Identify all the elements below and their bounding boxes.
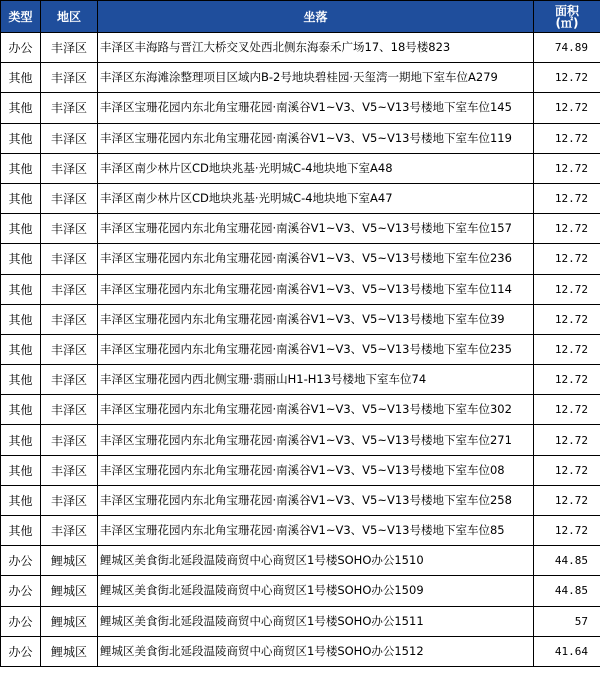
header-size-unit: (㎡)	[555, 15, 579, 30]
area-cell: 丰泽区	[41, 425, 98, 455]
size-cell: 12.72	[534, 365, 600, 395]
table-row	[1, 425, 600, 455]
table-row	[1, 546, 600, 576]
table-row	[1, 516, 600, 546]
area-cell: 鲤城区	[41, 606, 98, 636]
address-cell: 丰泽区东海滩涂整理项目区域内B-2号地块碧桂园·天玺湾一期地下室车位A279	[98, 63, 534, 93]
size-cell: 44.85	[534, 546, 600, 576]
type-cell: 办公	[1, 576, 41, 606]
table-row	[1, 93, 600, 123]
type-cell: 其他	[1, 63, 41, 93]
table-row	[1, 636, 600, 666]
size-cell: 12.72	[534, 63, 600, 93]
size-cell: 12.72	[534, 516, 600, 546]
address-cell: 丰泽区宝珊花园内东北角宝珊花园·南溪谷V1~V3、V5~V13号楼地下室车位302	[98, 395, 534, 425]
area-cell: 丰泽区	[41, 485, 98, 515]
size-cell: 74.89	[534, 33, 600, 63]
type-cell: 办公	[1, 33, 41, 63]
address-cell: 丰泽区宝珊花园内东北角宝珊花园·南溪谷V1~V3、V5~V13号楼地下室车位145	[98, 93, 534, 123]
address-cell: 鲤城区美食街北延段温陵商贸中心商贸区1号楼SOHO办公1510	[98, 546, 534, 576]
table-row	[1, 606, 600, 636]
type-cell: 其他	[1, 395, 41, 425]
address-cell: 丰泽区南少林片区CD地块兆基·光明城C-4地块地下室A47	[98, 183, 534, 213]
area-cell: 丰泽区	[41, 214, 98, 244]
type-cell: 其他	[1, 153, 41, 183]
size-cell: 12.72	[534, 485, 600, 515]
size-cell: 12.72	[534, 153, 600, 183]
area-cell: 丰泽区	[41, 183, 98, 213]
type-cell: 办公	[1, 546, 41, 576]
table-row	[1, 274, 600, 304]
area-cell: 丰泽区	[41, 455, 98, 485]
area-cell: 鲤城区	[41, 636, 98, 666]
type-cell: 其他	[1, 244, 41, 274]
size-cell: 57	[534, 606, 600, 636]
table-row	[1, 244, 600, 274]
type-cell: 其他	[1, 425, 41, 455]
area-cell: 鲤城区	[41, 546, 98, 576]
type-cell: 其他	[1, 123, 41, 153]
table-row	[1, 153, 600, 183]
type-cell: 其他	[1, 455, 41, 485]
address-cell: 鲤城区美食街北延段温陵商贸中心商贸区1号楼SOHO办公1509	[98, 576, 534, 606]
header-type: 类型	[1, 1, 41, 33]
area-cell: 丰泽区	[41, 516, 98, 546]
table-row	[1, 395, 600, 425]
area-cell: 丰泽区	[41, 304, 98, 334]
type-cell: 其他	[1, 214, 41, 244]
area-cell: 鲤城区	[41, 576, 98, 606]
area-cell: 丰泽区	[41, 334, 98, 364]
table-row	[1, 33, 600, 63]
header-address: 坐落	[98, 1, 534, 33]
address-cell: 丰泽区南少林片区CD地块兆基·光明城C-4地块地下室A48	[98, 153, 534, 183]
address-cell: 鲤城区美食街北延段温陵商贸中心商贸区1号楼SOHO办公1512	[98, 636, 534, 666]
size-cell: 12.72	[534, 93, 600, 123]
address-cell: 丰泽区宝珊花园内东北角宝珊花园·南溪谷V1~V3、V5~V13号楼地下室车位119	[98, 123, 534, 153]
header-size	[534, 1, 600, 33]
size-cell: 12.72	[534, 244, 600, 274]
type-cell: 其他	[1, 365, 41, 395]
size-cell: 41.64	[534, 636, 600, 666]
type-cell: 其他	[1, 334, 41, 364]
address-cell: 鲤城区美食街北延段温陵商贸中心商贸区1号楼SOHO办公1511	[98, 606, 534, 636]
table-row	[1, 455, 600, 485]
table-row	[1, 365, 600, 395]
size-cell: 12.72	[534, 455, 600, 485]
area-cell: 丰泽区	[41, 153, 98, 183]
address-cell: 丰泽区宝珊花园内东北角宝珊花园·南溪谷V1~V3、V5~V13号楼地下室车位258	[98, 485, 534, 515]
address-cell: 丰泽区宝珊花园内东北角宝珊花园·南溪谷V1~V3、V5~V13号楼地下室车位157	[98, 214, 534, 244]
size-cell: 12.72	[534, 274, 600, 304]
table-header-row	[1, 1, 600, 33]
area-cell: 丰泽区	[41, 395, 98, 425]
type-cell: 其他	[1, 93, 41, 123]
type-cell: 其他	[1, 274, 41, 304]
area-cell: 丰泽区	[41, 244, 98, 274]
address-cell: 丰泽区宝珊花园内东北角宝珊花园·南溪谷V1~V3、V5~V13号楼地下室车位114	[98, 274, 534, 304]
header-area: 地区	[41, 1, 98, 33]
size-cell: 12.72	[534, 425, 600, 455]
table-row	[1, 63, 600, 93]
address-cell: 丰泽区宝珊花园内东北角宝珊花园·南溪谷V1~V3、V5~V13号楼地下室车位271	[98, 425, 534, 455]
table-row	[1, 183, 600, 213]
type-cell: 其他	[1, 183, 41, 213]
table-body	[1, 33, 600, 667]
area-cell: 丰泽区	[41, 93, 98, 123]
header-size-label: 面积	[554, 3, 579, 18]
area-cell: 丰泽区	[41, 33, 98, 63]
table-row	[1, 214, 600, 244]
type-cell: 其他	[1, 304, 41, 334]
size-cell: 12.72	[534, 334, 600, 364]
area-cell: 丰泽区	[41, 365, 98, 395]
table-row	[1, 123, 600, 153]
area-cell: 丰泽区	[41, 123, 98, 153]
address-cell: 丰泽区丰海路与晋江大桥交叉处西北侧东海泰禾广场17、18号楼823	[98, 33, 534, 63]
size-cell: 44.85	[534, 576, 600, 606]
address-cell: 丰泽区宝珊花园内西北侧宝珊·翡丽山H1-H13号楼地下室车位74	[98, 365, 534, 395]
area-cell: 丰泽区	[41, 63, 98, 93]
table-row	[1, 334, 600, 364]
table-row	[1, 576, 600, 606]
address-cell: 丰泽区宝珊花园内东北角宝珊花园·南溪谷V1~V3、V5~V13号楼地下室车位08	[98, 455, 534, 485]
size-cell: 12.72	[534, 183, 600, 213]
table-row	[1, 485, 600, 515]
address-cell: 丰泽区宝珊花园内东北角宝珊花园·南溪谷V1~V3、V5~V13号楼地下室车位85	[98, 516, 534, 546]
size-cell: 12.72	[534, 395, 600, 425]
address-cell: 丰泽区宝珊花园内东北角宝珊花园·南溪谷V1~V3、V5~V13号楼地下室车位236	[98, 244, 534, 274]
size-cell: 12.72	[534, 214, 600, 244]
area-cell: 丰泽区	[41, 274, 98, 304]
type-cell: 办公	[1, 636, 41, 666]
type-cell: 其他	[1, 485, 41, 515]
address-cell: 丰泽区宝珊花园内东北角宝珊花园·南溪谷V1~V3、V5~V13号楼地下室车位39	[98, 304, 534, 334]
size-cell: 12.72	[534, 123, 600, 153]
type-cell: 其他	[1, 516, 41, 546]
address-cell: 丰泽区宝珊花园内东北角宝珊花园·南溪谷V1~V3、V5~V13号楼地下室车位235	[98, 334, 534, 364]
type-cell: 办公	[1, 606, 41, 636]
size-cell: 12.72	[534, 304, 600, 334]
table-row	[1, 304, 600, 334]
